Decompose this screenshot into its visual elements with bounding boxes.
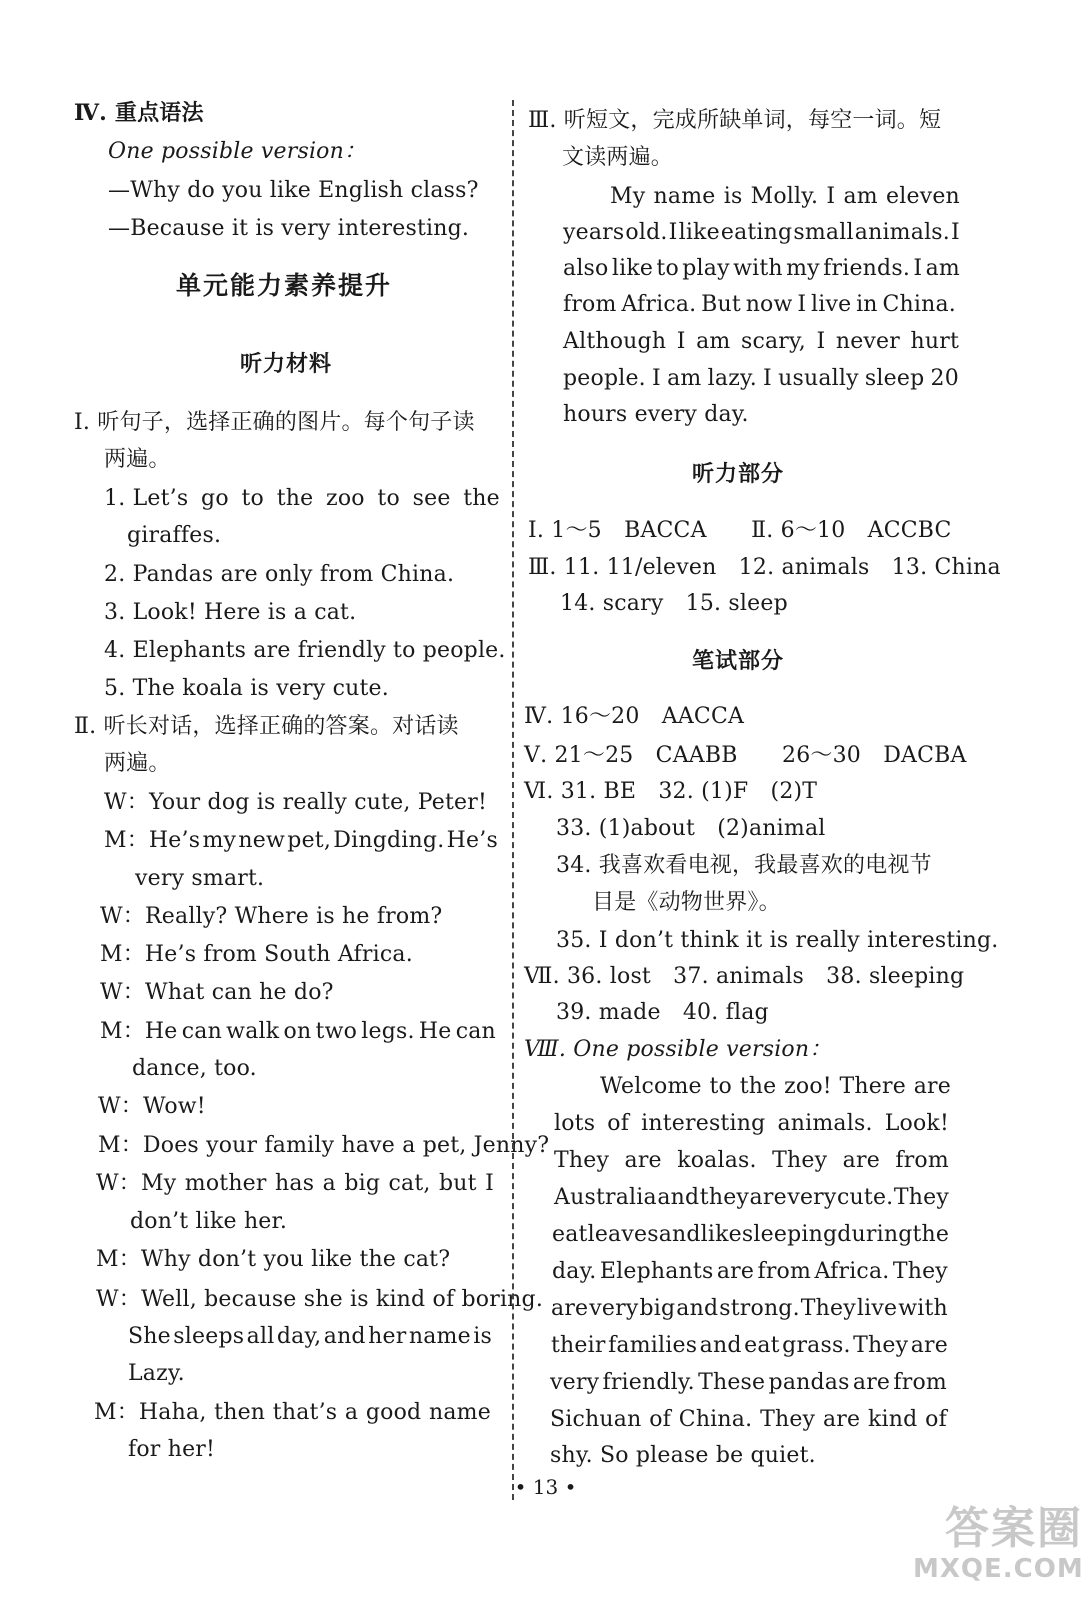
essay-line: their families and eat grass. They are [551,1333,948,1358]
essay-line: They are koalas. They are from [554,1148,949,1173]
answer-line: 目是《动物世界》。 [592,890,781,915]
dialogue-line: W：Your dog is really cute, Peter! [104,790,488,815]
sentence-2: 2. Pandas are only from China. [104,562,455,587]
dialogue-line: W：Well, because she is kind of boring. [96,1287,544,1312]
watermark-logo: 答案圈 [945,1503,1083,1554]
essay-line: day. Elephants are from Africa. They [552,1259,948,1284]
dialogue-line: W：Wow! [98,1094,206,1119]
watermark-url: MXQE.COM [913,1554,1084,1584]
section-3-instruction: Ⅲ. 听短文，完成所缺单词，每空一词。短 [528,108,942,133]
answer-line: Ⅶ. 36. lost 37. animals 38. sleeping [524,964,965,989]
essay-line: eat leaves and like sleeping during the [552,1222,950,1247]
answer-line: Ⅴ. 21～25 CAABB 26～30 DACBA [524,743,967,768]
grammar-line-1: —Why do you like English class? [108,178,479,203]
essay-line: very friendly. These pandas are from [550,1370,947,1395]
dialogue-line: M：He’s from South Africa. [100,942,413,967]
page-number: • 13 • [514,1475,577,1499]
passage-line: My name is Molly. I am eleven [610,184,960,209]
dialogue-line: M：He can walk on two legs. He can [100,1019,496,1044]
essay-line: Sichuan of China. They are kind of [550,1407,947,1432]
listening-part-title: 听力部分 [692,461,785,487]
answer-line: 14. scary 15. sleep [560,591,788,616]
possible-version-label: One possible version： [108,139,367,164]
answer-line: Ⅷ. One possible version： [524,1037,832,1062]
section-3-instruction-cont: 文读两遍。 [562,145,674,170]
section-2-instruction: Ⅱ. 听长对话，选择正确的答案。对话读 [74,714,459,739]
section-1-instruction-cont: 两遍。 [104,447,171,472]
passage-line: also like to play with my friends. I am [563,256,960,281]
answer-line: Ⅲ. 11. 11/eleven 12. animals 13. China [528,555,1001,580]
dialogue-line-cont: don’t like her. [130,1209,288,1234]
section-2-instruction-cont: 两遍。 [104,751,171,776]
section-1-instruction: Ⅰ. 听句子，选择正确的图片。每个句子读 [74,410,475,435]
written-part-title: 笔试部分 [692,648,785,674]
answer-line: Ⅰ. 1～5 BACCA Ⅱ. 6～10 ACCBC [528,518,952,543]
essay-line: Welcome to the zoo! There are [600,1074,951,1099]
answer-line: 33. (1)about (2)animal [556,816,826,841]
column-divider [512,100,514,1500]
passage-line: people. I am lazy. I usually sleep 20 [563,366,959,391]
dialogue-line-cont: very smart. [135,866,265,891]
dialogue-line: M：Does your family have a pet, Jenny? [98,1133,550,1158]
answer-line: 39. made 40. flag [556,1000,769,1025]
watermark [913,1504,1083,1594]
sentence-1: 1. Let’s go to the zoo to see the [104,486,500,511]
passage-line: from Africa. But now I live in China. [563,292,956,317]
essay-line: are very big and strong. They live with [551,1296,948,1321]
dialogue-line: M：He’s my new pet, Dingding. He’s [104,828,498,853]
dialogue-line: W：Really? Where is he from? [100,904,443,929]
dialogue-line: M：Haha, then that’s a good name [94,1400,491,1425]
sentence-5: 5. The koala is very cute. [104,676,389,701]
passage-line: years old. I like eating small animals. I [563,220,960,245]
sentence-4: 4. Elephants are friendly to people. [104,638,506,663]
answer-line: 35. I don’t think it is really interesting. [556,928,999,953]
dialogue-line: W：My mother has a big cat, but I [96,1171,494,1196]
passage-line: hours every day. [563,402,749,427]
grammar-line-2: —Because it is very interesting. [108,216,470,241]
passage-line: Although I am scary, I never hurt [563,329,959,354]
dialogue-line: M：Why don’t you like the cat? [96,1247,451,1272]
listening-material-title: 听力材料 [240,351,333,377]
sentence-1-cont: giraffes. [127,523,222,548]
answer-line: Ⅳ. 16～20 AACCA [524,704,745,729]
dialogue-line: W：What can he do? [100,980,334,1005]
essay-line: Australia and they are very cute. They [554,1185,949,1210]
section-4-heading: Ⅳ. 重点语法 [74,100,204,126]
dialogue-line-cont: Lazy. [128,1361,185,1386]
essay-line: lots of interesting animals. Look! [554,1111,949,1136]
essay-line: shy. So please be quiet. [550,1443,816,1468]
answer-line: Ⅵ. 31. BE 32. (1)F (2)T [524,779,818,804]
dialogue-line-cont: for her! [128,1437,216,1462]
answer-line: 34. 我喜欢看电视，我最喜欢的电视节 [556,853,932,878]
sentence-3: 3. Look! Here is a cat. [104,600,357,625]
unit-title: 单元能力素养提升 [176,271,393,300]
dialogue-line-cont: dance, too. [132,1056,257,1081]
dialogue-line-cont: She sleeps all day, and her name is [128,1324,492,1349]
